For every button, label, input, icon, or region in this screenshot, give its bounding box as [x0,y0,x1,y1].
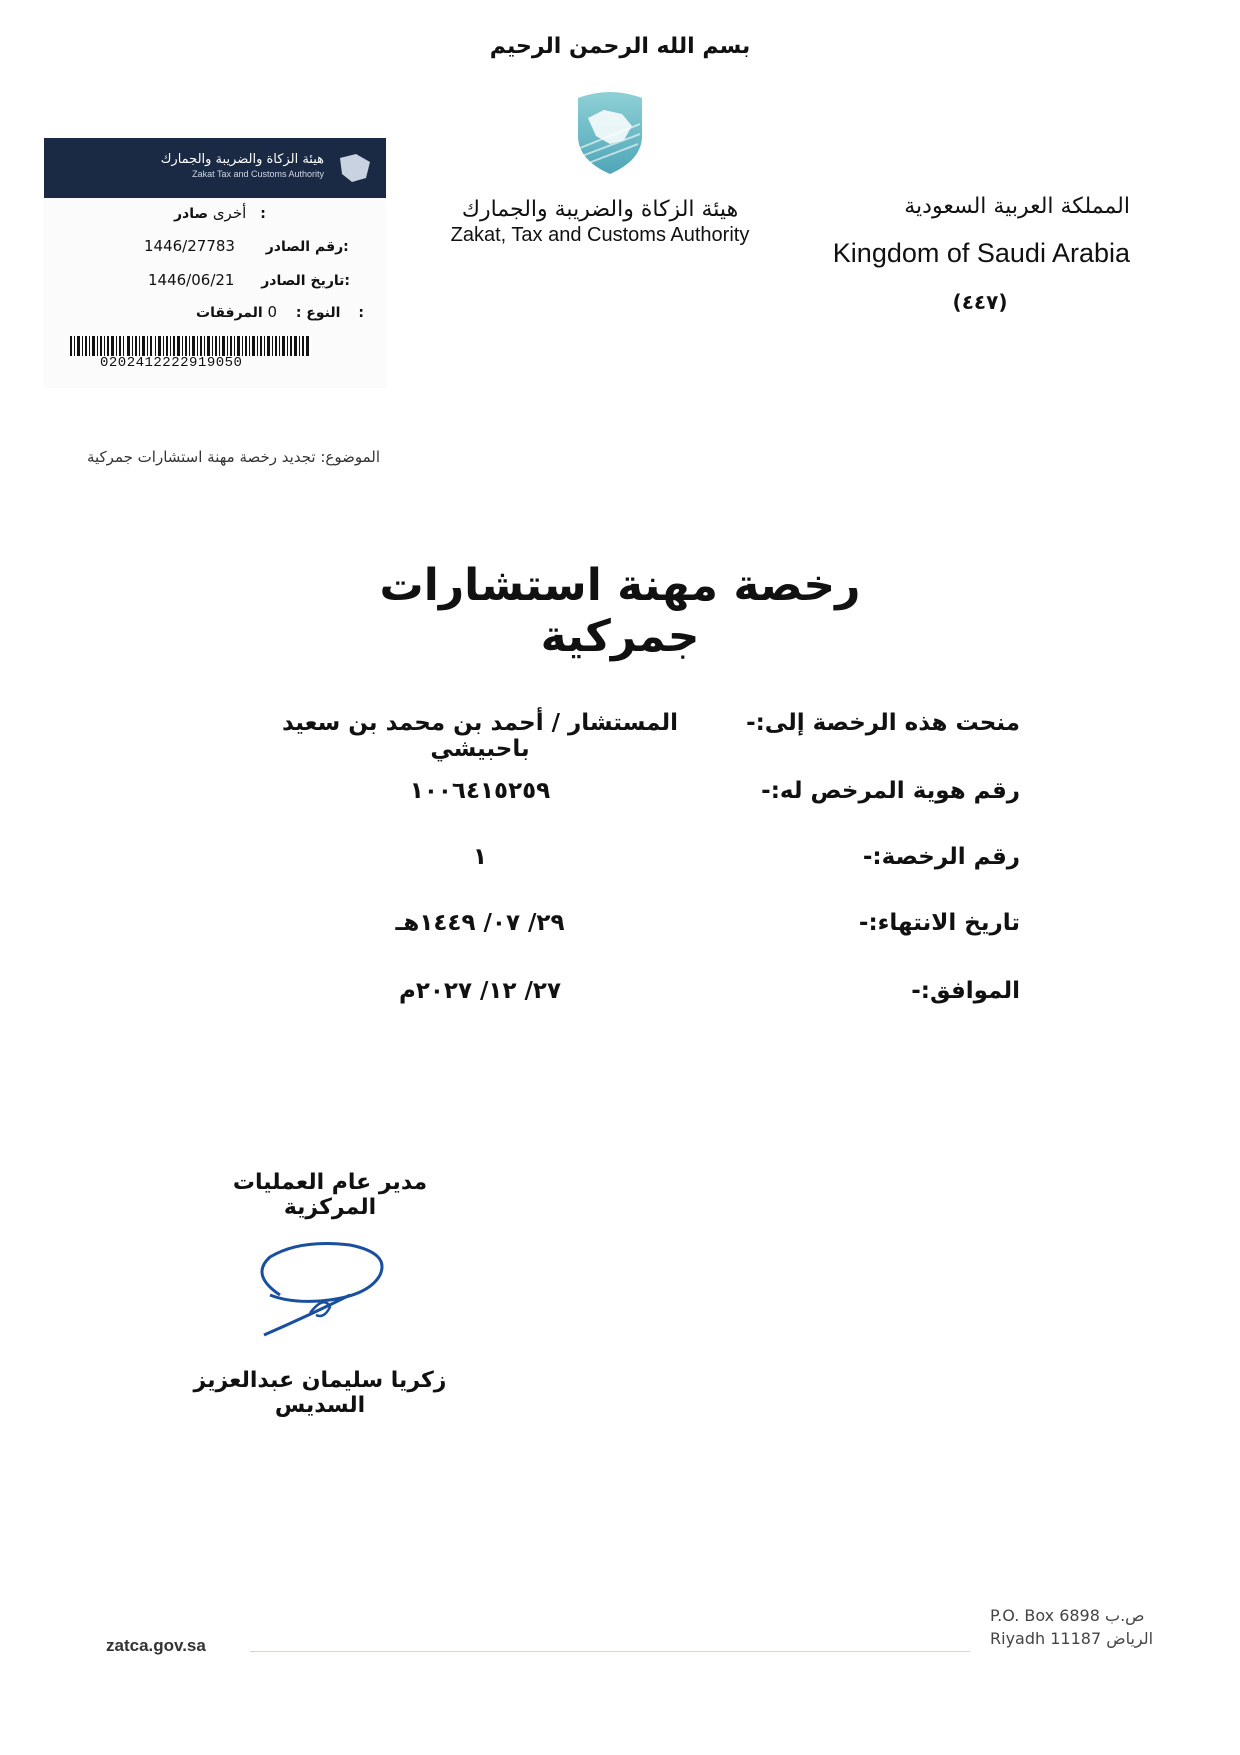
stamp-source-label: صادر: [174,206,266,222]
kingdom-name-arabic: المملكة العربية السعودية [904,194,1130,219]
footer-city-ar: الرياض [1106,1629,1154,1648]
kingdom-name-english: Kingdom of Saudi Arabia [832,238,1130,268]
field-value-granted-to: المستشار / أحمد بن محمد بن سعيد باحبيشي [281,710,679,762]
signatory-name: زكريا سليمان عبدالعزيز السديس [193,1368,447,1418]
outgoing-stamp [44,138,386,388]
subject-line: الموضوع: تجديد رخصة مهنة استشارات جمركية [86,448,380,466]
footer-divider [250,1651,970,1652]
barcode-image [70,336,310,356]
field-label-expiry-date: تاريخ الانتهاء:- [858,910,1020,936]
handwritten-signature [240,1235,400,1345]
field-label-license-number: رقم الرخصة:- [862,844,1020,870]
stamp-number-label: رقم الصادر: [265,239,349,255]
kingdom-reference-number: (٤٤٧) [952,290,1008,314]
basmala: بسم الله الرحمن الرحيم [489,34,751,59]
stamp-type-label: النوع : [295,305,341,321]
footer-po-box-en: P.O. Box 6898 [990,1606,1100,1625]
stamp-date-row [148,271,350,289]
footer-city-en: Riyadh 11187 [990,1629,1102,1648]
stamp-header [44,138,386,198]
footer-city-row [990,1629,1160,1648]
footer-address [990,1606,1160,1648]
field-label-gregorian-date: الموافق:- [911,978,1020,1004]
field-value-licensee-id: ١٠٠٦٤١٥٢٥٩ [409,778,551,804]
field-label-licensee-id: رقم هوية المرخص له:- [761,778,1020,804]
stamp-date-value: 1446/06/21 [148,271,235,289]
stamp-source-value: أخرى [212,204,247,222]
authority-name-english: Zakat, Tax and Customs Authority [450,224,750,246]
stamp-header-english: Zakat Tax and Customs Authority [192,169,324,179]
field-value-license-number: ١ [472,844,488,870]
stamp-date-label: تاريخ الصادر: [261,273,351,289]
signatory-title: مدير عام العمليات المركزية [232,1170,428,1220]
stamp-source-row [174,204,266,222]
zatca-logo-icon [570,88,650,178]
field-value-expiry-date: ٢٩/ ٠٧/ ١٤٤٩هـ [395,910,565,936]
stamp-header-arabic: هيئة الزكاة والضريبة والجمارك [160,152,324,167]
field-value-gregorian-date: ٢٧/ ١٢/ ٢٠٢٧م [398,978,561,1004]
stamp-attachments-label: المرفقات: [196,305,365,321]
stamp-attachments-value: 0 [267,303,278,321]
footer-po-box-row [990,1606,1160,1625]
authority-name-arabic: هيئة الزكاة والضريبة والجمارك [461,197,739,222]
stamp-number-value: 1446/27783 [144,237,235,255]
stamp-attachments-row [196,303,364,321]
field-label-granted-to: منحت هذه الرخصة إلى:- [746,710,1020,736]
footer-website[interactable]: zatca.gov.sa [106,1636,206,1655]
barcode-number: 0202412222919050 [100,355,243,371]
footer-po-box-ar: ص.ب [1105,1606,1145,1625]
document-title: رخصة مهنة استشارات جمركية [379,560,861,662]
stamp-logo-icon [336,150,374,186]
stamp-number-row [144,237,349,255]
